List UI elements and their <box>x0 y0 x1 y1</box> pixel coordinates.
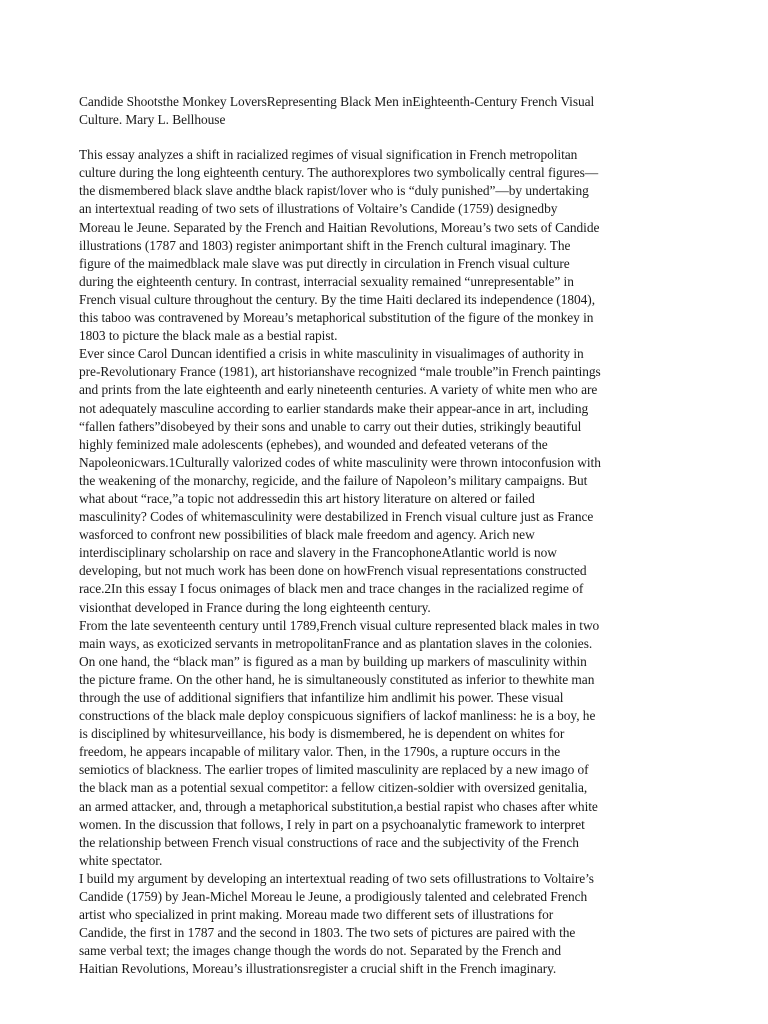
text-line: figure of the maimedblack male slave was put directly in circulation in French visual culture <box>79 255 570 271</box>
text-line: From the late seventeenth century until 1789,French visual culture represented black males in two <box>79 617 600 633</box>
paragraph-body <box>79 345 691 616</box>
text-line: semiotics of blackness. The earlier tropes of limited masculinity are replaced by a new imago of <box>79 762 589 778</box>
text-line: women. In the discussion that follows, I rely in part on a psychoanalytic framework to interpret <box>79 816 585 832</box>
title-line: Culture. Mary L. Bellhouse <box>79 112 226 128</box>
text-line: On one hand, the “black man” is figured as a man by building up markers of masculinity within <box>79 653 587 669</box>
text-line: Napoleonicwars.1Culturally valorized codes of white masculinity were thrown intoconfusion with <box>79 454 601 470</box>
text-line: developing, but not much work has been done on howFrench visual representations constructed <box>79 563 587 579</box>
text-line: freedom, he appears incapable of military valor. Then, in the 1790s, a rupture occurs in the <box>79 744 561 760</box>
text-line: constructions of the black male deploy conspicuous signifiers of lackof manliness: he is a boy, he <box>79 708 596 724</box>
text-line: artist who specialized in print making. Moreau made two different sets of illustrations for <box>79 907 554 923</box>
text-line: “fallen fathers”disobeyed by their sons and unable to carry out their duties, strikingly beautiful <box>79 418 582 434</box>
text-line: during the eighteenth century. In contrast, interracial sexuality remained “unrepresentable” in <box>79 273 574 289</box>
text-line: main ways, as exoticized servants in metropolitanFrance and as plantation slaves in the colonies. <box>79 635 593 651</box>
text-line: the relationship between French visual constructions of race and the subjectivity of the French <box>79 834 579 850</box>
text-line: wasforced to confront new possibilities of black male freedom and agency. Arich new <box>79 527 535 543</box>
text-line: culture during the long eighteenth century. The authorexplores two symbolically central figures— <box>79 165 599 181</box>
paragraph-body <box>79 870 691 979</box>
text-line: an intertextual reading of two sets of illustrations of Voltaire’s Candide (1759) designedby <box>79 201 558 217</box>
title-line: Candide Shootsthe Monkey LoversRepresenting Black Men inEighteenth-Century French Visual <box>79 94 595 109</box>
text-line: interdisciplinary scholarship on race and slavery in the FrancophoneAtlantic world is now <box>79 545 557 561</box>
document-page <box>79 93 691 979</box>
text-line: Candide (1759) by Jean-Michel Moreau le Jeune, a prodigiously talented and celebrated French <box>79 889 588 905</box>
text-line: what about “race,”a topic not addressedin this art history literature on altered or failed <box>79 490 535 506</box>
text-line: highly feminized male adolescents (ephebes), and wounded and defeated veterans of the <box>79 436 548 452</box>
text-line: not adequately masculine according to earlier standards make their appear-ance in art, including <box>79 400 589 416</box>
text-line: pre-Revolutionary France (1981), art historianshave recognized “male trouble”in French paintings <box>79 364 601 380</box>
text-line: race.2In this essay I focus onimages of black men and trace changes in the racialized regime of <box>79 581 584 597</box>
text-line: this taboo was contravened by Moreau’s metaphorical substitution of the figure of the monkey in <box>79 310 594 326</box>
text-line: same verbal text; the images change though the words do not. Separated by the French and <box>79 943 561 959</box>
text-line: the black man as a potential sexual competitor: a fellow citizen-soldier with oversized genitalia, <box>79 780 588 796</box>
text-line: masculinity? Codes of whitemasculinity were destabilized in French visual culture just as France <box>79 509 594 525</box>
text-line: Candide, the first in 1787 and the second in 1803. The two sets of pictures are paired with the <box>79 925 576 941</box>
text-line: through the use of additional signifiers that infantilize him andlimit his power. These visual <box>79 690 564 705</box>
paragraph-abstract <box>79 146 691 345</box>
document-title <box>79 93 691 129</box>
text-line: is disciplined by whitesurveillance, his body is dismembered, he is dependent on whites for <box>79 726 565 742</box>
text-line: illustrations (1787 and 1803) register animportant shift in the French cultural imaginary. The <box>79 237 571 253</box>
text-line: Ever since Carol Duncan identified a crisis in white masculinity in visualimages of authority in <box>79 346 584 362</box>
paragraph-body <box>79 617 691 870</box>
text-line: I build my argument by developing an intertextual reading of two sets ofillustrations to Voltaire’s <box>79 870 594 886</box>
text-line: French visual culture throughout the century. By the time Haiti declared its independence (1804), <box>79 291 595 307</box>
text-line: Haitian Revolutions, Moreau’s illustrationsregister a crucial shift in the French imaginary. <box>79 961 557 977</box>
text-line: and prints from the late eighteenth and early nineteenth centuries. A variety of white men who are <box>79 382 598 398</box>
text-line: white spectator. <box>79 852 163 868</box>
text-line: the picture frame. On the other hand, he is simultaneously constituted as inferior to thewhite man <box>79 671 595 687</box>
text-line: visionthat developed in France during the long eighteenth century. <box>79 599 431 615</box>
text-line: the dismembered black slave andthe black rapist/lover who is “duly punished”—by undertaking <box>79 183 589 199</box>
text-line: This essay analyzes a shift in racialized regimes of visual signification in French metropolitan <box>79 147 578 163</box>
text-line: Moreau le Jeune. Separated by the French and Haitian Revolutions, Moreau’s two sets of Candide <box>79 219 600 235</box>
text-line: the weakening of the monarchy, regicide, and the failure of Napoleon’s military campaigns. But <box>79 472 588 488</box>
text-line: 1803 to picture the black male as a bestial rapist. <box>79 328 338 344</box>
text-line: an armed attacker, and, through a metaphorical substitution,a bestial rapist who chases after white <box>79 798 598 814</box>
